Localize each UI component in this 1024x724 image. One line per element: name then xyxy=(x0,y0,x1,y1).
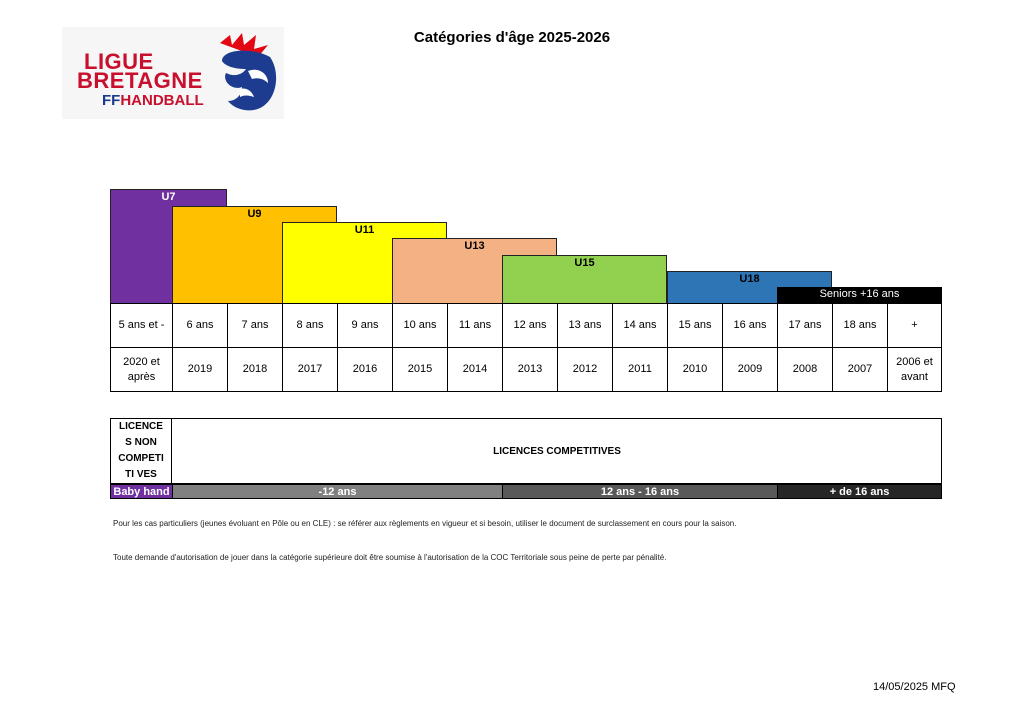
category-u15: U15 xyxy=(502,255,667,304)
league-logo xyxy=(62,27,284,119)
rooster-logo-icon xyxy=(212,31,282,115)
footer-date: 14/05/2025 MFQ xyxy=(873,681,956,693)
note-upper-category: Toute demande d'autorisation de jouer dans la catégorie supérieure doit être soumise à l'autorisation de la COC Territoriale sous peine de perte par pénalité. xyxy=(113,553,667,562)
age-cell: 15 ans xyxy=(667,303,723,348)
year-cell: 2013 xyxy=(502,347,558,392)
age-cell: 18 ans xyxy=(832,303,888,348)
logo-line-1: LIGUE xyxy=(84,49,154,74)
page-title: Catégories d'âge 2025-2026 xyxy=(413,29,611,46)
logo-line-3 xyxy=(102,93,204,108)
band-over-16: + de 16 ans xyxy=(777,484,942,499)
age-cell: 6 ans xyxy=(172,303,228,348)
logo-line-2: BRETAGNE xyxy=(77,68,203,93)
year-cell: 2008 xyxy=(777,347,833,392)
age-cell: 11 ans xyxy=(447,303,503,348)
licences-non-competitive xyxy=(110,418,172,484)
category-u13: U13 xyxy=(392,238,557,304)
category-u7: U7 xyxy=(110,189,227,304)
age-cell: 13 ans xyxy=(557,303,613,348)
category-u18: U18 xyxy=(667,271,832,304)
band-12-16: 12 ans - 16 ans xyxy=(502,484,778,499)
band-baby-hand: Baby hand xyxy=(110,484,173,499)
year-cell: 2014 xyxy=(447,347,503,392)
band-under-12: -12 ans xyxy=(172,484,503,499)
logo-handball: HANDBALL xyxy=(120,92,204,109)
year-cell: 2006 et avant xyxy=(887,347,942,392)
age-cell: 10 ans xyxy=(392,303,448,348)
note-special-cases: Pour les cas particuliers (jeunes évoluant en Pôle ou en CLE) : se référer aux règlements en vigueur et si besoin, utiliser le document de surclassement en cours pour la saison. xyxy=(113,519,737,528)
year-cell: 2011 xyxy=(612,347,668,392)
year-cell: 2020 et après xyxy=(110,347,173,392)
category-seniors: Seniors +16 ans xyxy=(777,287,942,304)
age-cell: 12 ans xyxy=(502,303,558,348)
category-u9: U9 xyxy=(172,206,337,304)
age-cell: 16 ans xyxy=(722,303,778,348)
age-cell: 7 ans xyxy=(227,303,283,348)
age-cell: 9 ans xyxy=(337,303,393,348)
age-cell: 5 ans et - xyxy=(110,303,173,348)
logo-ff: FF xyxy=(102,92,121,109)
age-cell: 14 ans xyxy=(612,303,668,348)
year-cell: 2010 xyxy=(667,347,723,392)
age-cell: + xyxy=(887,303,942,348)
age-cell: 8 ans xyxy=(282,303,338,348)
age-cell: 17 ans xyxy=(777,303,833,348)
year-cell: 2012 xyxy=(557,347,613,392)
year-cell: 2009 xyxy=(722,347,778,392)
year-cell: 2017 xyxy=(282,347,338,392)
year-cell: 2015 xyxy=(392,347,448,392)
licences-non-competitive-label: LICENCES NON COMPETITI VES xyxy=(118,421,164,480)
year-cell: 2018 xyxy=(227,347,283,392)
year-cell: 2019 xyxy=(172,347,228,392)
year-cell: 2016 xyxy=(337,347,393,392)
licences-competitive: LICENCES COMPETITIVES xyxy=(493,445,621,457)
category-u11: U11 xyxy=(282,222,447,304)
year-cell: 2007 xyxy=(832,347,888,392)
